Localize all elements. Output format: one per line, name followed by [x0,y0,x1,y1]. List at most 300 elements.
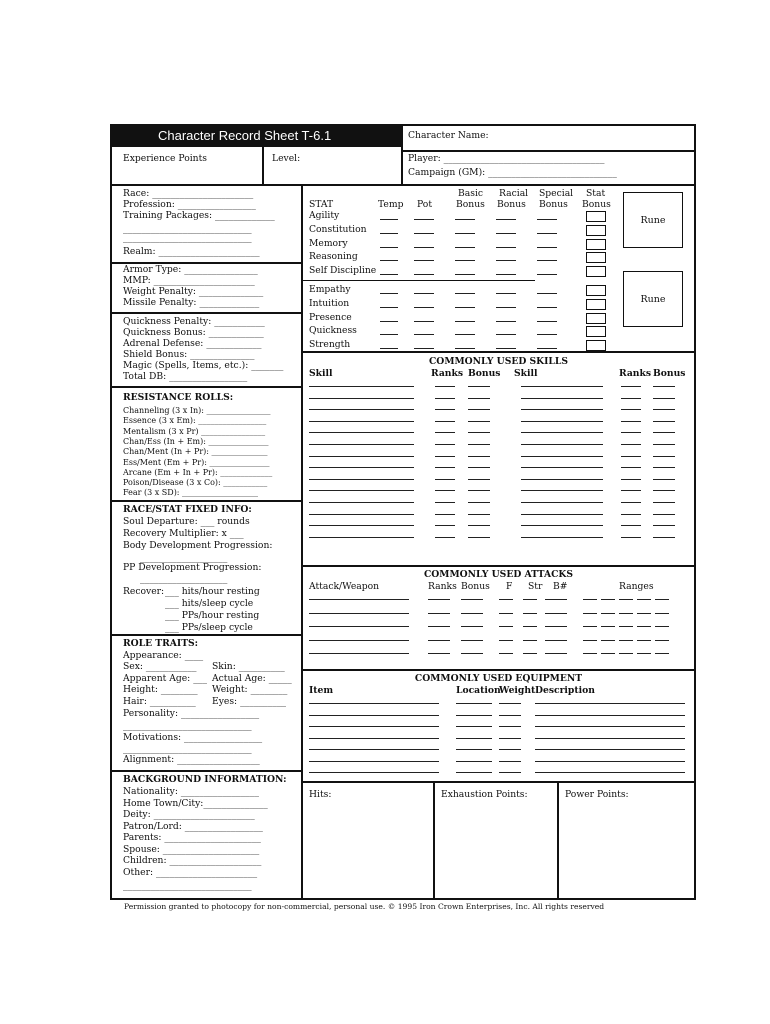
stat-value-line[interactable] [537,274,557,275]
skill-entry-line[interactable] [309,479,414,480]
attack-entry-line[interactable] [309,626,409,627]
race-field: Race: ______________________ [123,188,254,199]
stat-value-line[interactable] [455,293,475,294]
attack-f-header: F [506,581,513,592]
stat-value-line[interactable] [496,247,516,248]
skill-entry-line[interactable] [521,537,603,538]
ranks-col-header: Ranks [431,368,464,379]
stat-value-line[interactable] [455,247,475,248]
skill-entry-line[interactable] [653,537,675,538]
stat-value-line[interactable] [537,321,557,322]
stat-value-line[interactable] [496,321,516,322]
stat-value-line[interactable] [414,260,434,261]
attack-entry-line[interactable] [461,640,483,641]
stat-value-line[interactable] [380,348,398,349]
stat-bonus-box[interactable] [586,211,606,222]
attack-entry-line[interactable] [637,613,651,614]
skill-entry-line[interactable] [468,409,490,410]
skill-entry-line[interactable] [521,502,603,503]
attack-entry-line[interactable] [523,613,537,614]
stat-value-line[interactable] [537,293,557,294]
background-heading: BACKGROUND INFORMATION: [123,774,287,785]
skill-entry-line[interactable] [521,490,603,491]
experience-points-label: Experience Points [123,153,207,164]
resistance-roll-field: Chan/Ment (In + Pr): ______________ [123,447,268,457]
equipment-entry-line[interactable] [309,749,439,750]
stat-value-line[interactable] [380,219,398,220]
skill-entry-line[interactable] [653,456,675,457]
stat-bonus-box[interactable] [586,299,606,310]
skill-entry-line[interactable] [309,386,414,387]
skill-entry-line[interactable] [309,444,414,445]
attack-weapon-header: Attack/Weapon [309,581,380,592]
equipment-entry-line[interactable] [309,703,439,704]
stat-value-line[interactable] [455,348,475,349]
stat-value-line[interactable] [455,233,475,234]
skill-entry-line[interactable] [621,467,641,468]
skill-entry-line[interactable] [653,490,675,491]
attack-entry-line[interactable] [601,640,615,641]
skill-entry-line[interactable] [468,456,490,457]
skill-entry-line[interactable] [653,514,675,515]
attack-entry-line[interactable] [523,653,537,654]
stat-value-line[interactable] [496,307,516,308]
skill-entry-line[interactable] [309,502,414,503]
attack-entry-line[interactable] [655,626,669,627]
hair-field: Hair: __________ [123,696,196,707]
attacks-heading: COMMONLY USED ATTACKS [423,569,574,580]
attack-entry-line[interactable] [428,599,450,600]
skill-entry-line[interactable] [435,386,455,387]
equipment-entry-line[interactable] [499,738,521,739]
personality-field: Personality: _________________ [123,708,260,719]
skill-entry-line[interactable] [468,386,490,387]
skill-entry-line[interactable] [653,502,675,503]
stat-value-line[interactable] [414,334,434,335]
attack-entry-line[interactable] [619,613,633,614]
attack-entry-line[interactable] [655,599,669,600]
skill-entry-line[interactable] [621,444,641,445]
skill-entry-line[interactable] [435,421,455,422]
stat-value-line[interactable] [380,307,398,308]
attack-entry-line[interactable] [637,653,651,654]
stat-bonus-box[interactable] [586,326,606,337]
attack-entry-line[interactable] [545,653,567,654]
hits-box[interactable] [303,783,433,898]
equipment-description-header: Description [535,685,595,696]
pot-col-header: Pot [417,199,433,210]
equipment-entry-line[interactable] [456,715,492,716]
attack-entry-line[interactable] [523,599,537,600]
stat-name: Constitution [309,223,367,235]
attack-entry-line[interactable] [619,653,633,654]
hometown-field: Home Town/City:______________ [123,798,268,809]
attack-entry-line[interactable] [428,626,450,627]
equipment-entry-line[interactable] [456,738,492,739]
adrenal-defense-field: Adrenal Defense: ____________ [123,338,262,349]
skill-entry-line[interactable] [653,409,675,410]
skill-entry-line[interactable] [621,432,641,433]
equipment-box[interactable] [303,671,694,781]
attack-entry-line[interactable] [637,640,651,641]
equipment-entry-line[interactable] [535,703,685,704]
actual-age-field: Actual Age: _____ [212,673,292,684]
skill-entry-line[interactable] [521,421,603,422]
height-field: Height: ________ [123,684,198,695]
equipment-entry-line[interactable] [535,738,685,739]
skill-entry-line[interactable] [468,398,490,399]
skill-entry-line[interactable] [521,386,603,387]
resistance-roll-field: Fear (3 x SD): ___________________ [123,488,259,498]
attack-entry-line[interactable] [309,613,409,614]
equipment-entry-line[interactable] [456,772,492,773]
equipment-entry-line[interactable] [309,738,439,739]
attack-entry-line[interactable] [499,626,513,627]
blank-line: ____________________________ [123,880,252,891]
skill-entry-line[interactable] [521,444,603,445]
skill-entry-line[interactable] [621,490,641,491]
stat-value-line[interactable] [496,293,516,294]
skill-entry-line[interactable] [653,444,675,445]
stats-box[interactable] [303,186,694,351]
skill-entry-line[interactable] [621,514,641,515]
stat-value-line[interactable] [455,219,475,220]
skill-entry-line[interactable] [653,479,675,480]
equipment-entry-line[interactable] [309,761,439,762]
equipment-entry-line[interactable] [499,772,521,773]
equipment-entry-line[interactable] [309,715,439,716]
skill-entry-line[interactable] [468,479,490,480]
resistance-roll-field: Ess/Ment (Em + Pr): _______________ [123,457,270,467]
attack-entry-line[interactable] [619,640,633,641]
nationality-field: Nationality: _________________ [123,786,259,797]
skill-entry-line[interactable] [653,432,675,433]
skill-entry-line[interactable] [468,525,490,526]
stat-value-line[interactable] [455,321,475,322]
stat-value-line[interactable] [414,219,434,220]
skill-entry-line[interactable] [621,537,641,538]
skill-entry-line[interactable] [435,537,455,538]
stat-value-line[interactable] [537,348,557,349]
skill-entry-line[interactable] [468,467,490,468]
stat-value-line[interactable] [496,348,516,349]
stat-bonus-box[interactable] [586,239,606,250]
recover-pp-sleep: ___ PPs/sleep cycle [165,622,253,633]
stat-value-line[interactable] [414,233,434,234]
copyright-footer: Permission granted to photocopy for non-commercial, personal use. © 1995 Iron Crown Enterprises, Inc. All rights reserved [124,902,605,911]
equipment-entry-line[interactable] [535,726,685,727]
attack-entry-line[interactable] [655,653,669,654]
recover-hits-sleep: ___ hits/sleep cycle [165,598,254,609]
player-campaign-box[interactable] [403,152,694,184]
skill-entry-line[interactable] [521,398,603,399]
attack-entry-line[interactable] [523,626,537,627]
attack-entry-line[interactable] [523,640,537,641]
stat-value-line[interactable] [537,247,557,248]
skill-entry-line[interactable] [521,432,603,433]
skill-entry-line[interactable] [435,432,455,433]
bonus-col-header-2: Bonus [653,368,686,379]
attack-entry-line[interactable] [428,640,450,641]
skill-entry-line[interactable] [435,525,455,526]
stat-value-line[interactable] [537,260,557,261]
stat-value-line[interactable] [380,321,398,322]
stat-bonus-box[interactable] [586,285,606,296]
skill-entry-line[interactable] [435,467,455,468]
body-development-line: ___________________ [140,552,228,563]
skill-entry-line[interactable] [468,514,490,515]
stat-value-line[interactable] [414,307,434,308]
rune-box-2[interactable] [623,271,683,327]
stat-value-line[interactable] [380,293,398,294]
attack-entry-line[interactable] [499,599,513,600]
stat-value-line[interactable] [455,274,475,275]
pp-development-label: PP Development Progression: [123,562,262,573]
skill-entry-line[interactable] [468,490,490,491]
attack-entry-line[interactable] [545,613,567,614]
total-db-field: Total DB: _________________ [123,371,248,382]
skill-entry-line[interactable] [309,525,414,526]
attack-entry-line[interactable] [461,626,483,627]
equipment-entry-line[interactable] [456,703,492,704]
attack-ranks-header: Ranks [428,581,457,592]
armor-type-field: Armor Type: ________________ [123,264,258,275]
skill-entry-line[interactable] [435,490,455,491]
stat-value-line[interactable] [496,219,516,220]
experience-points-field[interactable] [112,147,262,184]
equipment-entry-line[interactable] [535,772,685,773]
stat-value-line[interactable] [496,260,516,261]
equipment-heading: COMMONLY USED EQUIPMENT [414,673,583,684]
skill-entry-line[interactable] [621,502,641,503]
equipment-entry-line[interactable] [309,772,439,773]
stat-value-line[interactable] [455,334,475,335]
race-stat-box[interactable] [112,502,301,634]
stat-value-line[interactable] [537,219,557,220]
weight-penalty-field: Weight Penalty: ______________ [123,286,264,297]
ranks-col-header-2: Ranks [619,368,652,379]
power-points-box[interactable] [559,783,694,898]
skill-entry-line[interactable] [435,479,455,480]
skill-entry-line[interactable] [309,456,414,457]
attack-entry-line[interactable] [601,626,615,627]
skill-entry-line[interactable] [521,525,603,526]
skill-entry-line[interactable] [309,537,414,538]
attack-entry-line[interactable] [309,640,409,641]
attack-entry-line[interactable] [637,599,651,600]
attack-entry-line[interactable] [583,653,597,654]
stat-value-line[interactable] [496,334,516,335]
skills-heading: COMMONLY USED SKILLS [429,356,568,367]
stat-value-line[interactable] [455,260,475,261]
background-box[interactable] [112,772,301,898]
skill-entry-line[interactable] [435,398,455,399]
rune-box-1[interactable] [623,192,683,248]
stat-value-line[interactable] [414,293,434,294]
skill-entry-line[interactable] [521,479,603,480]
attack-entry-line[interactable] [461,613,483,614]
realm-field: Realm: ______________________ [123,246,260,257]
stat-value-line[interactable] [537,307,557,308]
power-points-label: Power Points: [565,789,629,800]
skill-entry-line[interactable] [468,421,490,422]
stat-value-line[interactable] [380,274,398,275]
stat-bonus-box[interactable] [586,266,606,277]
player-label: Player: ___________________________________ [408,153,605,164]
race-box[interactable] [112,186,301,262]
character-name-field[interactable] [403,126,694,150]
attack-str-header: Str [528,581,543,592]
motivations-field: Motivations: _________________ [123,732,263,743]
skill-entry-line[interactable] [468,432,490,433]
stat-value-line[interactable] [537,334,557,335]
attack-entry-line[interactable] [461,599,483,600]
skill-entry-line[interactable] [621,409,641,410]
skill-entry-line[interactable] [653,525,675,526]
skill-entry-line[interactable] [621,398,641,399]
attack-entry-line[interactable] [545,599,567,600]
attack-entry-line[interactable] [601,613,615,614]
equipment-entry-line[interactable] [499,726,521,727]
stat-name: Strength [309,339,351,351]
attack-entry-line[interactable] [601,599,615,600]
attack-entry-line[interactable] [545,640,567,641]
stat-bonus-box[interactable] [586,313,606,324]
role-traits-box[interactable] [112,636,301,770]
skill-entry-line[interactable] [309,421,414,422]
skill-entry-line[interactable] [621,421,641,422]
attack-entry-line[interactable] [655,640,669,641]
equipment-entry-line[interactable] [499,749,521,750]
attack-entry-line[interactable] [583,640,597,641]
defense-box[interactable] [112,314,301,386]
equipment-entry-line[interactable] [499,715,521,716]
skill-entry-line[interactable] [621,525,641,526]
skill-entry-line[interactable] [621,479,641,480]
level-field[interactable] [264,147,401,184]
stat-bonus-box[interactable] [586,225,606,236]
skill-entry-line[interactable] [521,514,603,515]
attack-entry-line[interactable] [655,613,669,614]
attack-entry-line[interactable] [619,626,633,627]
spouse-field: Spouse: _____________________ [123,844,260,855]
equipment-entry-line[interactable] [535,749,685,750]
attack-entry-line[interactable] [583,613,597,614]
attack-entry-line[interactable] [637,626,651,627]
skill-entry-line[interactable] [435,409,455,410]
equipment-entry-line[interactable] [535,761,685,762]
equipment-entry-line[interactable] [499,703,521,704]
skill-entry-line[interactable] [309,409,414,410]
skill-entry-line[interactable] [653,398,675,399]
skill-entry-line[interactable] [309,514,414,515]
equipment-entry-line[interactable] [499,761,521,762]
attack-entry-line[interactable] [309,653,409,654]
armor-box[interactable] [112,264,301,312]
resistance-roll-field: Essence (3 x Em): _________________ [123,416,267,426]
missile-penalty-field: Missile Penalty: _____________ [123,297,260,308]
skill-entry-line[interactable] [653,421,675,422]
skill-entry-line[interactable] [621,386,641,387]
skill-entry-line[interactable] [653,386,675,387]
skill-entry-line[interactable] [309,490,414,491]
stat-bonus-box[interactable] [586,340,606,351]
skill-entry-line[interactable] [309,432,414,433]
sheet-title: Character Record Sheet T-6.1 [158,128,332,143]
resistance-box[interactable] [112,388,301,500]
skill-entry-line[interactable] [435,502,455,503]
skill-entry-line[interactable] [435,456,455,457]
stat-value-line[interactable] [380,247,398,248]
skill-entry-line[interactable] [468,537,490,538]
attack-entry-line[interactable] [619,599,633,600]
profession-field: Profession: _________________ [123,199,256,210]
skill-entry-line[interactable] [435,444,455,445]
attack-entry-line[interactable] [428,653,450,654]
special-bonus-header-2: Bonus [539,199,568,210]
attack-entry-line[interactable] [461,653,483,654]
stat-name: Quickness [309,325,357,337]
skill-entry-line[interactable] [521,467,603,468]
attack-entry-line[interactable] [499,613,513,614]
stat-value-line[interactable] [380,334,398,335]
stat-value-line[interactable] [414,247,434,248]
campaign-label: Campaign (GM): ____________________________ [408,167,617,178]
stat-bonus-box[interactable] [586,252,606,263]
basic-bonus-header-2: Bonus [456,199,485,210]
equipment-entry-line[interactable] [456,749,492,750]
skill-entry-line[interactable] [468,444,490,445]
skills-box[interactable] [303,353,694,565]
skill-entry-line[interactable] [309,398,414,399]
stat-value-line[interactable] [537,233,557,234]
deity-field: Deity: ______________________ [123,809,255,820]
stat-value-line[interactable] [414,274,434,275]
resistance-roll-field: Arcane (Em + In + Pr): _____________ [123,467,273,477]
skill-entry-line[interactable] [468,502,490,503]
attack-entry-line[interactable] [601,653,615,654]
skill-entry-line[interactable] [621,456,641,457]
attack-entry-line[interactable] [583,626,597,627]
stat-value-line[interactable] [380,260,398,261]
mmp-field: MMP: ______________________ [123,275,255,286]
blank-line: ____________________________ [123,223,252,234]
attack-entry-line[interactable] [499,640,513,641]
attack-entry-line[interactable] [545,626,567,627]
skill-entry-line[interactable] [309,467,414,468]
skill-entry-line[interactable] [653,467,675,468]
attack-entry-line[interactable] [499,653,513,654]
attack-entry-line[interactable] [428,613,450,614]
skill-entry-line[interactable] [435,514,455,515]
exhaustion-box[interactable] [435,783,557,898]
stat-value-line[interactable] [414,321,434,322]
skill-entry-line[interactable] [521,456,603,457]
attack-entry-line[interactable] [583,599,597,600]
equipment-entry-line[interactable] [456,726,492,727]
equipment-entry-line[interactable] [456,761,492,762]
skill-entry-line[interactable] [521,409,603,410]
attacks-box[interactable] [303,567,694,669]
stat-value-line[interactable] [414,348,434,349]
equipment-entry-line[interactable] [535,715,685,716]
stat-value-line[interactable] [380,233,398,234]
stat-value-line[interactable] [455,307,475,308]
equipment-entry-line[interactable] [309,726,439,727]
attack-entry-line[interactable] [309,599,409,600]
stat-value-line[interactable] [496,274,516,275]
stat-value-line[interactable] [496,233,516,234]
